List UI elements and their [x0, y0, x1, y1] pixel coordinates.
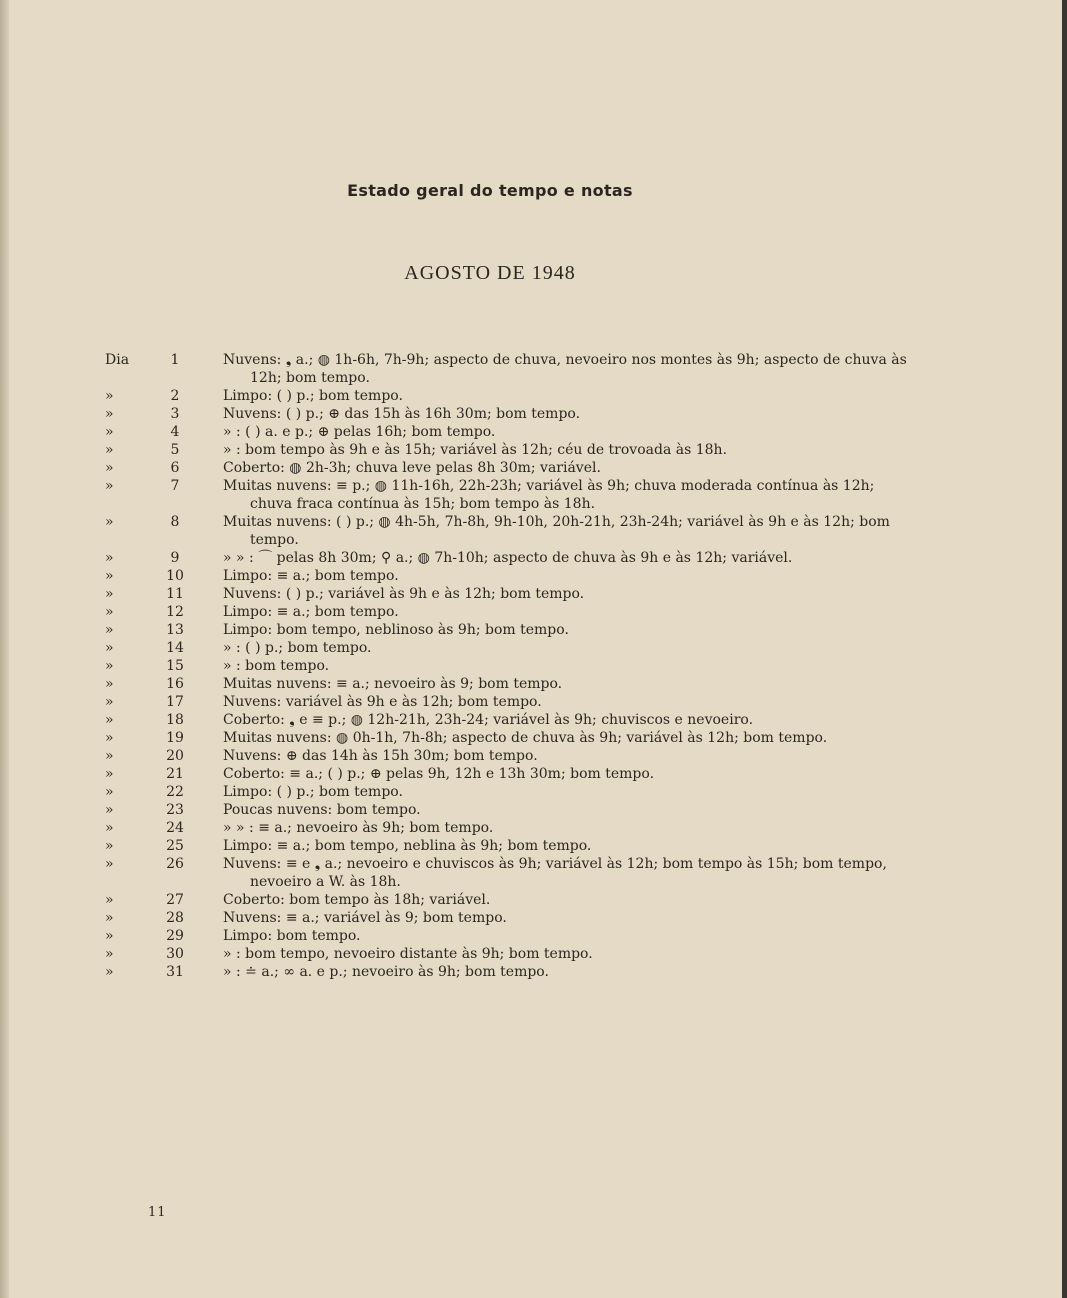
day-entry [0, 675, 1062, 693]
day-weather-notes: Limpo: bom tempo, neblinoso às 9h; bom tempo. [223, 622, 569, 638]
day-label: » [105, 712, 114, 728]
day-weather-notes: Poucas nuvens: bom tempo. [223, 802, 421, 818]
day-number: 15 [166, 658, 184, 674]
day-entry [0, 963, 1062, 981]
day-weather-notes: » : bom tempo às 9h e às 15h; variável às 12h; céu de trovoada às 18h. [223, 442, 728, 458]
day-entry [0, 639, 1062, 657]
day-weather-notes: Coberto: ◍ 2h-3h; chuva leve pelas 8h 30m; variável. [223, 460, 601, 476]
day-weather-notes: » : ( ) p.; bom tempo. [223, 640, 372, 656]
day-label: » [105, 730, 114, 746]
day-number: 16 [166, 676, 184, 692]
day-weather-notes: Limpo: ( ) p.; bom tempo. [223, 784, 403, 800]
day-entry [0, 351, 1062, 387]
day-number: 26 [166, 856, 184, 872]
day-weather-notes: » » : ⌒ pelas 8h 30m; ⚲ a.; ◍ 7h-10h; aspecto de chuva às 9h e às 12h; variável. [223, 550, 793, 566]
day-number: 31 [166, 964, 184, 980]
day-entry [0, 513, 1062, 549]
day-label: » [105, 514, 114, 530]
day-label: » [105, 568, 114, 584]
day-number: 5 [170, 442, 180, 458]
day-entry [0, 423, 1062, 441]
day-label: » [105, 856, 114, 872]
day-number: 2 [170, 388, 180, 404]
day-weather-notes: Limpo: ( ) p.; bom tempo. [223, 388, 403, 404]
day-number: 1 [170, 352, 180, 368]
day-weather-notes: » : ( ) a. e p.; ⊕ pelas 16h; bom tempo. [223, 424, 496, 440]
day-number: 27 [166, 892, 184, 908]
day-label: » [105, 964, 114, 980]
day-label: » [105, 658, 114, 674]
day-label: » [105, 586, 114, 602]
day-entry [0, 711, 1062, 729]
day-entry [0, 819, 1062, 837]
day-weather-notes: Coberto: bom tempo às 18h; variável. [223, 892, 491, 908]
day-entry [0, 837, 1062, 855]
day-number: 17 [166, 694, 184, 710]
day-number: 12 [166, 604, 184, 620]
day-entry [0, 567, 1062, 585]
day-label: » [105, 460, 114, 476]
day-weather-notes: Coberto: ❟ e ≡ p.; ◍ 12h-21h, 23h-24; variável às 9h; chuviscos e nevoeiro. [223, 712, 754, 728]
day-number: 23 [166, 802, 184, 818]
page-number: 11 [148, 1205, 167, 1220]
day-entry [0, 477, 1062, 513]
day-weather-notes: Coberto: ≡ a.; ( ) p.; ⊕ pelas 9h, 12h e 13h 30m; bom tempo. [223, 766, 655, 782]
day-label: » [105, 424, 114, 440]
day-weather-notes: » : ≐ a.; ∞ a. e p.; nevoeiro às 9h; bom tempo. [223, 964, 549, 980]
day-weather-notes: Muitas nuvens: ≡ p.; ◍ 11h-16h, 22h-23h; variável às 9h; chuva moderada contínua às 12h; chuva fraca contínua às 15h; bom tempo às 18h. [223, 478, 875, 512]
day-entry [0, 747, 1062, 765]
day-label: » [105, 694, 114, 710]
page-heading: Estado geral do tempo e notas [347, 181, 633, 200]
day-weather-notes: Nuvens: variável às 9h e às 12h; bom tempo. [223, 694, 542, 710]
day-number: 3 [170, 406, 180, 422]
day-weather-notes: Muitas nuvens: ( ) p.; ◍ 4h-5h, 7h-8h, 9h-10h, 20h-21h, 23h-24h; variável às 9h e às 12h; bom tempo. [223, 514, 890, 548]
day-entry [0, 405, 1062, 423]
day-number: 14 [166, 640, 184, 656]
day-entry [0, 693, 1062, 711]
day-label: » [105, 946, 114, 962]
day-entry [0, 891, 1062, 909]
day-number: 28 [166, 910, 184, 926]
day-entry [0, 585, 1062, 603]
day-entry [0, 441, 1062, 459]
day-weather-notes: » » : ≡ a.; nevoeiro às 9h; bom tempo. [223, 820, 494, 836]
day-label: » [105, 766, 114, 782]
day-label: » [105, 604, 114, 620]
day-number: 18 [166, 712, 184, 728]
day-label: » [105, 622, 114, 638]
day-label: » [105, 640, 114, 656]
day-number: 10 [166, 568, 184, 584]
day-number: 8 [170, 514, 180, 530]
day-number: 13 [166, 622, 184, 638]
day-label: » [105, 550, 114, 566]
day-number: 19 [166, 730, 184, 746]
day-label: » [105, 748, 114, 764]
day-number: 21 [166, 766, 184, 782]
day-weather-notes: Nuvens: ❟ a.; ◍ 1h-6h, 7h-9h; aspecto de chuva, nevoeiro nos montes às 9h; aspecto de chuva às 12h; bom tempo. [223, 352, 907, 386]
daily-entries-list [0, 351, 1062, 981]
day-entry [0, 603, 1062, 621]
day-weather-notes: Limpo: ≡ a.; bom tempo, neblina às 9h; bom tempo. [223, 838, 592, 854]
day-entry [0, 621, 1062, 639]
day-label: » [105, 406, 114, 422]
day-label: » [105, 784, 114, 800]
day-label: » [105, 928, 114, 944]
day-number: 9 [170, 550, 180, 566]
day-label: » [105, 388, 114, 404]
day-label: » [105, 802, 114, 818]
day-label: » [105, 478, 114, 494]
day-entry [0, 945, 1062, 963]
day-entry [0, 387, 1062, 405]
day-entry [0, 657, 1062, 675]
day-weather-notes: » : bom tempo, nevoeiro distante às 9h; bom tempo. [223, 946, 593, 962]
day-entry [0, 801, 1062, 819]
day-entry [0, 909, 1062, 927]
day-label: » [105, 892, 114, 908]
day-entry [0, 459, 1062, 477]
day-label: » [105, 838, 114, 854]
day-weather-notes: Nuvens: ( ) p.; ⊕ das 15h às 16h 30m; bom tempo. [223, 406, 581, 422]
day-label: Dia [105, 352, 130, 368]
day-weather-notes: Limpo: bom tempo. [223, 928, 361, 944]
day-number: 24 [166, 820, 184, 836]
day-number: 7 [170, 478, 180, 494]
day-entry [0, 927, 1062, 945]
day-label: » [105, 820, 114, 836]
day-number: 30 [166, 946, 184, 962]
day-weather-notes: Nuvens: ( ) p.; variável às 9h e às 12h; bom tempo. [223, 586, 585, 602]
day-entry [0, 549, 1062, 567]
day-number: 22 [166, 784, 184, 800]
day-number: 25 [166, 838, 184, 854]
day-number: 6 [170, 460, 180, 476]
day-label: » [105, 442, 114, 458]
day-weather-notes: Limpo: ≡ a.; bom tempo. [223, 568, 399, 584]
day-label: » [105, 910, 114, 926]
day-number: 29 [166, 928, 184, 944]
day-entry [0, 855, 1062, 891]
day-weather-notes: » : bom tempo. [223, 658, 330, 674]
day-label: » [105, 676, 114, 692]
day-entry [0, 783, 1062, 801]
month-title: AGOSTO DE 1948 [404, 262, 576, 284]
day-number: 4 [170, 424, 180, 440]
day-weather-notes: Nuvens: ≡ e ❟ a.; nevoeiro e chuviscos às 9h; variável às 12h; bom tempo às 15h; bom tempo, nevoeiro a W. às 18h. [223, 856, 887, 890]
day-weather-notes: Nuvens: ⊕ das 14h às 15h 30m; bom tempo. [223, 748, 538, 764]
day-entry [0, 765, 1062, 783]
day-weather-notes: Muitas nuvens: ≡ a.; nevoeiro às 9; bom tempo. [223, 676, 563, 692]
day-entry [0, 729, 1062, 747]
day-weather-notes: Muitas nuvens: ◍ 0h-1h, 7h-8h; aspecto de chuva às 9h; variável às 12h; bom tempo. [223, 730, 828, 746]
day-number: 20 [166, 748, 184, 764]
day-number: 11 [166, 586, 184, 602]
day-weather-notes: Limpo: ≡ a.; bom tempo. [223, 604, 399, 620]
day-weather-notes: Nuvens: ≡ a.; variável às 9; bom tempo. [223, 910, 507, 926]
